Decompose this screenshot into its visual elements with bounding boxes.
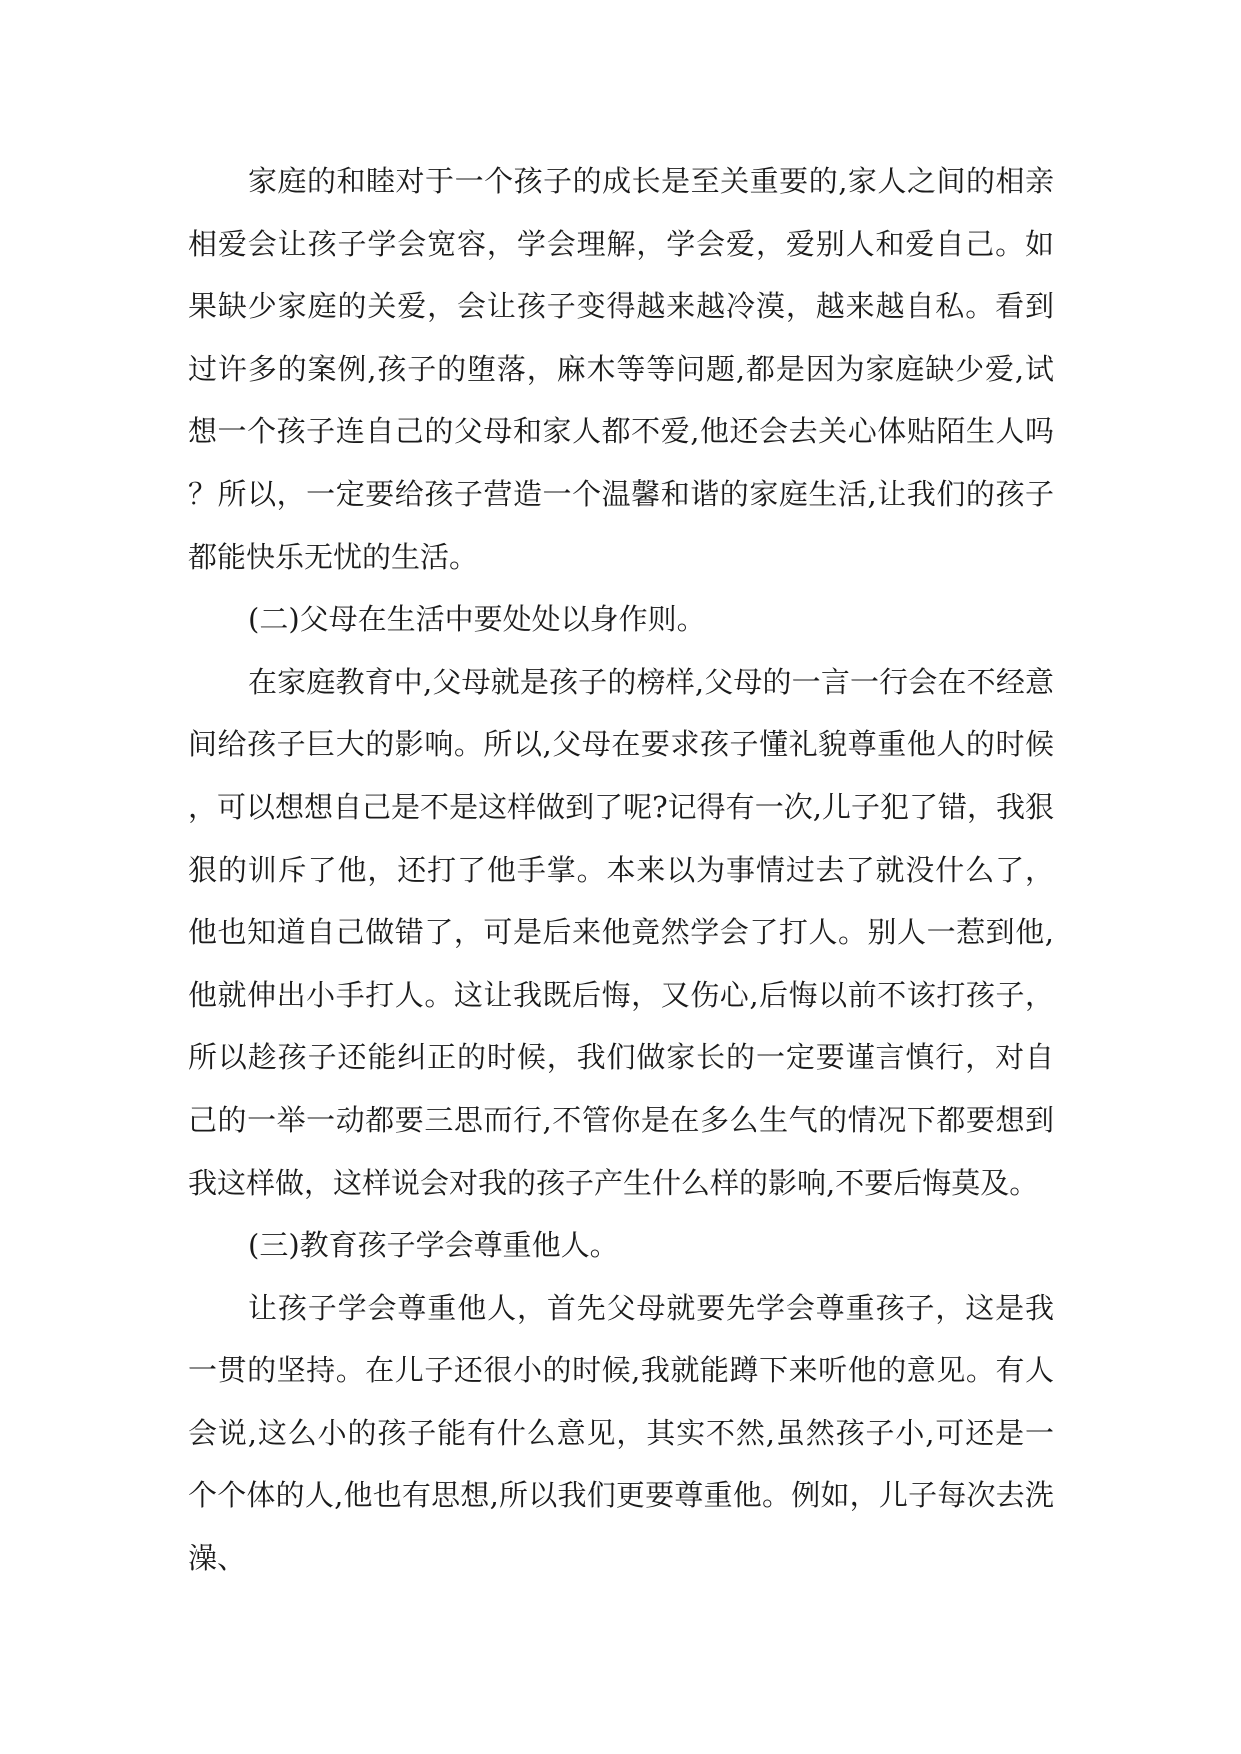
section-heading-lead-by-example: (二)父母在生活中要处处以身作则。 — [248, 602, 706, 637]
paragraph-teach-respect: 让孩子学会尊重他人，首先父母就要先学会尊重孩子，这是我一贯的坚持。在儿子还很小的时候,我就能蹲下来听他的意见。有人会说,这么小的孩子能有什么意见，其实不然,虽然孩子小,可还是一个个体的人,他也有思想,所以我们更要尊重他。例如，儿子每次去洗澡、 — [188, 1290, 1054, 1576]
paragraph-family-harmony: 家庭的和睦对于一个孩子的成长是至关重要的,家人之间的相亲相爱会让孩子学会宽容，学会理解，学会爱，爱别人和爱自己。如果缺少家庭的关爱，会让孩子变得越来越冷漠，越来越自私。看到过许多的案例,孩子的堕落，麻木等等问题,都是因为家庭缺少爱,试想一个孩子连自己的父母和家人都不爱,他还会去关心体贴陌生人吗？所以，一定要给孩子营造一个温馨和谐的家庭生活,让我们的孩子都能快乐无忧的生活。 — [188, 164, 1054, 574]
paragraph-parents-role-model: 在家庭教育中,父母就是孩子的榜样,父母的一言一行会在不经意间给孩子巨大的影响。所以,父母在要求孩子懂礼貌尊重他人的时候，可以想想自己是不是这样做到了呢?记得有一次,儿子犯了错，我狠狠的训斥了他，还打了他手掌。本来以为事情过去了就没什么了，他也知道自己做错了，可是后来他竟然学会了打人。别人一惹到他,他就伸出小手打人。这让我既后悔，又伤心,后悔以前不该打孩子，所以趁孩子还能纠正的时候，我们做家长的一定要谨言慎行，对自己的一举一动都要三思而行,不管你是在多么生气的情况下都要想到我这样做，这样说会对我的孩子产生什么样的影响,不要后悔莫及。 — [188, 664, 1054, 1200]
section-heading-respect-others: (三)教育孩子学会尊重他人。 — [248, 1228, 619, 1263]
document-body — [188, 150, 1054, 1590]
